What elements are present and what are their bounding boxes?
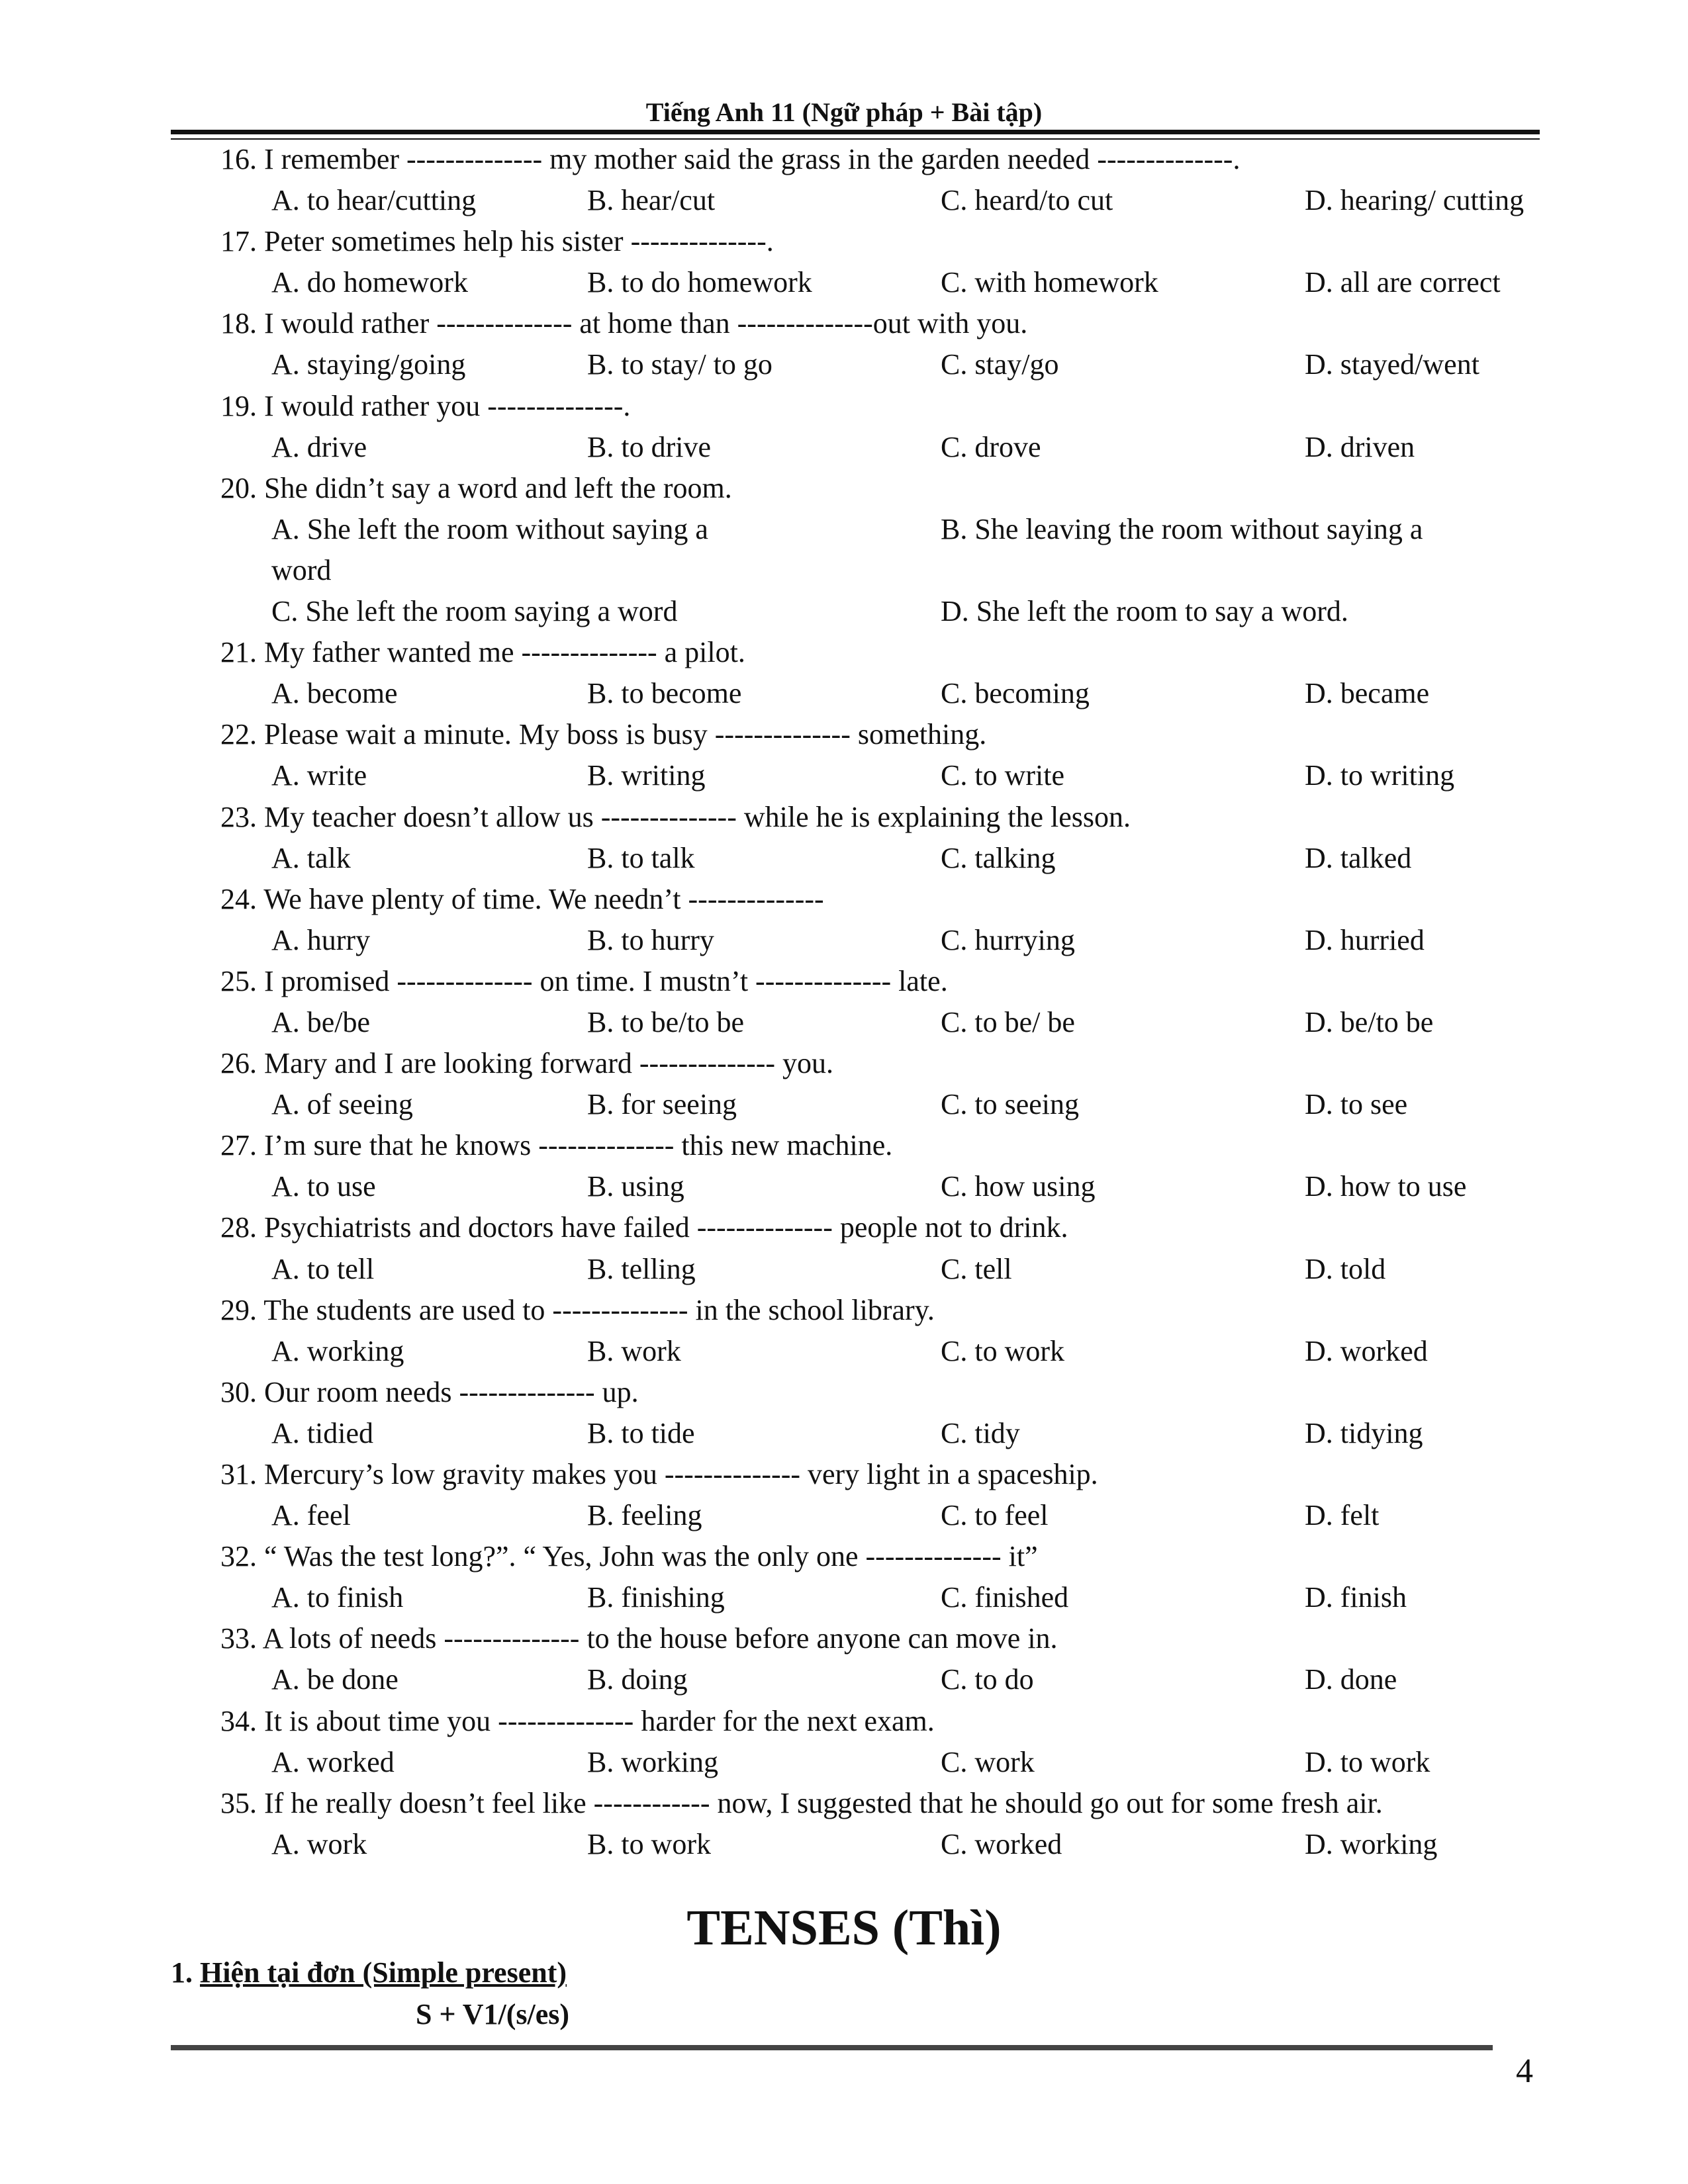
option-c: C. to work (941, 1334, 1064, 1367)
option-c: C. becoming (941, 677, 1090, 710)
option-a: A. of seeing (271, 1088, 413, 1121)
page-number: 4 (1516, 2052, 1533, 2090)
option-c: C. to seeing (941, 1088, 1079, 1121)
option-d: D. tidying (1305, 1416, 1423, 1449)
option-a: A. write (271, 759, 367, 792)
option-c: C. to be/ be (941, 1005, 1075, 1038)
question-text: 25. I promised -------------- on time. I mustn’t -------------- late. (220, 964, 948, 997)
option-b: B. feeling (587, 1499, 702, 1532)
options-row (0, 1084, 1688, 1125)
option-a: A. become (271, 677, 398, 710)
sub-heading-number: 1. (171, 1956, 200, 1989)
option-a: A. to hear/cutting (271, 184, 477, 217)
option-a: A. feel (271, 1499, 351, 1532)
option-a: A. to tell (271, 1252, 375, 1285)
sub-heading-label: Hiện tại đơn (Simple present) (200, 1956, 567, 1989)
option-a: A. staying/going (271, 348, 466, 381)
section-title: TENSES (Thì) (686, 1900, 1002, 1956)
option-a: A. worked (271, 1745, 395, 1778)
option-a: A. be/be (271, 1005, 371, 1038)
option-d: D. worked (1305, 1334, 1428, 1367)
page-header-title: Tiếng Anh 11 (Ngữ pháp + Bài tập) (645, 97, 1043, 127)
option-a: A. work (271, 1827, 367, 1860)
options-row (0, 1495, 1688, 1536)
option-d: D. stayed/went (1305, 348, 1479, 381)
option-c: C. heard/to cut (941, 184, 1113, 217)
option-text: A. She left the room without saying a (271, 512, 708, 545)
question-text: 34. It is about time you -------------- harder for the next exam. (220, 1704, 935, 1737)
option-c: C. worked (941, 1827, 1062, 1860)
option-a: A. to use (271, 1170, 376, 1203)
options-row (0, 838, 1688, 879)
option-b: B. hear/cut (587, 184, 716, 217)
question-text: 30. Our room needs -------------- up. (220, 1375, 639, 1408)
option-a: A. be done (271, 1663, 399, 1696)
option-d: D. done (1305, 1663, 1397, 1696)
option-d: D. all are correct (1305, 266, 1501, 299)
option-text: B. She leaving the room without saying a (941, 512, 1423, 545)
tense-formula: S + V1/(s/es) (416, 1998, 570, 2030)
option-d: D. be/to be (1305, 1005, 1434, 1038)
option-c: C. stay/go (941, 348, 1059, 381)
option-c: C. with homework (941, 266, 1158, 299)
question-text: 29. The students are used to -------------- in the school library. (220, 1293, 935, 1326)
options-row (0, 427, 1688, 468)
question-text: 18. I would rather -------------- at home than --------------out with you. (220, 307, 1028, 340)
option-text: D. She left the room to say a word. (941, 595, 1348, 628)
option-d: D. hearing/ cutting (1305, 184, 1524, 217)
options-row (0, 1659, 1688, 1700)
question-text: 17. Peter sometimes help his sister --------------. (220, 225, 774, 258)
options-row (0, 1331, 1688, 1372)
question-text: 24. We have plenty of time. We needn’t -------------- (220, 882, 824, 915)
options-row (0, 673, 1688, 714)
option-d: D. to work (1305, 1745, 1430, 1778)
option-a: A. to finish (271, 1581, 404, 1614)
option-d: D. to writing (1305, 759, 1455, 792)
options-row (0, 1742, 1688, 1783)
question-text: 26. Mary and I are looking forward -------------- you. (220, 1047, 834, 1080)
option-c: C. tidy (941, 1416, 1020, 1449)
question-text: 31. Mercury’s low gravity makes you -------------- very light in a spaceship. (220, 1458, 1098, 1490)
question-text: 22. Please wait a minute. My boss is busy -------------- something. (220, 718, 987, 751)
option-d: D. finish (1305, 1581, 1407, 1614)
option-b: B. doing (587, 1663, 688, 1696)
option-b: B. working (587, 1745, 718, 1778)
option-b: B. writing (587, 759, 706, 792)
header-rule-thick (171, 130, 1540, 134)
options-row (0, 920, 1688, 961)
options-row (0, 1824, 1688, 1865)
options-row (0, 1413, 1688, 1454)
option-b: B. to do homework (587, 266, 812, 299)
option-b: B. to work (587, 1827, 711, 1860)
options-row (0, 262, 1688, 303)
option-c: C. to feel (941, 1499, 1049, 1532)
options-row (0, 1002, 1688, 1043)
option-b: B. finishing (587, 1581, 725, 1614)
question-text: 21. My father wanted me -------------- a pilot. (220, 636, 745, 669)
options-row (0, 1249, 1688, 1290)
options-row (0, 1577, 1688, 1618)
option-c: C. to do (941, 1663, 1034, 1696)
option-b: B. to become (587, 677, 742, 710)
option-a: A. hurry (271, 923, 371, 956)
option-d: D. told (1305, 1252, 1386, 1285)
option-c: C. talking (941, 841, 1056, 874)
option-b: B. for seeing (587, 1088, 737, 1121)
option-c: C. drove (941, 430, 1041, 463)
option-b: B. to stay/ to go (587, 348, 773, 381)
options-row (0, 591, 1688, 632)
question-text: 33. A lots of needs -------------- to the house before anyone can move in. (220, 1622, 1058, 1655)
option-a: A. tidied (271, 1416, 373, 1449)
option-c: C. how using (941, 1170, 1096, 1203)
option-d: D. talked (1305, 841, 1412, 874)
option-b: B. using (587, 1170, 684, 1203)
question-text: 16. I remember -------------- my mother said the grass in the garden needed --------------. (220, 143, 1241, 175)
option-c: C. hurrying (941, 923, 1075, 956)
question-list (0, 139, 1688, 1865)
options-row (0, 509, 1688, 550)
option-c: C. tell (941, 1252, 1012, 1285)
options-row (0, 550, 1688, 591)
sub-heading (171, 1956, 567, 1989)
option-b: B. to hurry (587, 923, 714, 956)
options-row (0, 1166, 1688, 1207)
options-row (0, 180, 1688, 221)
options-row (0, 344, 1688, 385)
option-b: B. to be/to be (587, 1005, 745, 1038)
option-d: D. felt (1305, 1499, 1380, 1532)
option-d: D. became (1305, 677, 1430, 710)
question-text: 32. “ Was the test long?”. “ Yes, John was the only one -------------- it” (220, 1540, 1038, 1573)
question-text: 27. I’m sure that he knows -------------- this new machine. (220, 1129, 893, 1162)
footer-rule (171, 2045, 1493, 2050)
option-d: D. driven (1305, 430, 1415, 463)
option-b: B. work (587, 1334, 681, 1367)
question-text: 35. If he really doesn’t feel like ------------ now, I suggested that he should go out for some fresh air. (220, 1786, 1383, 1819)
option-b: B. to drive (587, 430, 711, 463)
option-c: C. work (941, 1745, 1035, 1778)
question-text: 23. My teacher doesn’t allow us -------------- while he is explaining the lesson. (220, 800, 1131, 833)
option-a: A. do homework (271, 266, 468, 299)
question-text: 28. Psychiatrists and doctors have failed -------------- people not to drink. (220, 1211, 1068, 1244)
option-c: C. finished (941, 1581, 1069, 1614)
option-c: C. to write (941, 759, 1064, 792)
option-d: D. hurried (1305, 923, 1425, 956)
option-d: D. how to use (1305, 1170, 1467, 1203)
option-d: D. to see (1305, 1088, 1408, 1121)
option-b: B. to talk (587, 841, 695, 874)
option-d: D. working (1305, 1827, 1438, 1860)
question-text: 20. She didn’t say a word and left the room. (220, 471, 732, 504)
question-text: 19. I would rather you --------------. (220, 389, 631, 422)
option-text: word (271, 553, 332, 586)
option-a: A. drive (271, 430, 367, 463)
options-row (0, 755, 1688, 796)
option-a: A. talk (271, 841, 351, 874)
option-a: A. working (271, 1334, 404, 1367)
option-b: B. to tide (587, 1416, 695, 1449)
option-text: C. She left the room saying a word (271, 595, 678, 628)
option-b: B. telling (587, 1252, 696, 1285)
